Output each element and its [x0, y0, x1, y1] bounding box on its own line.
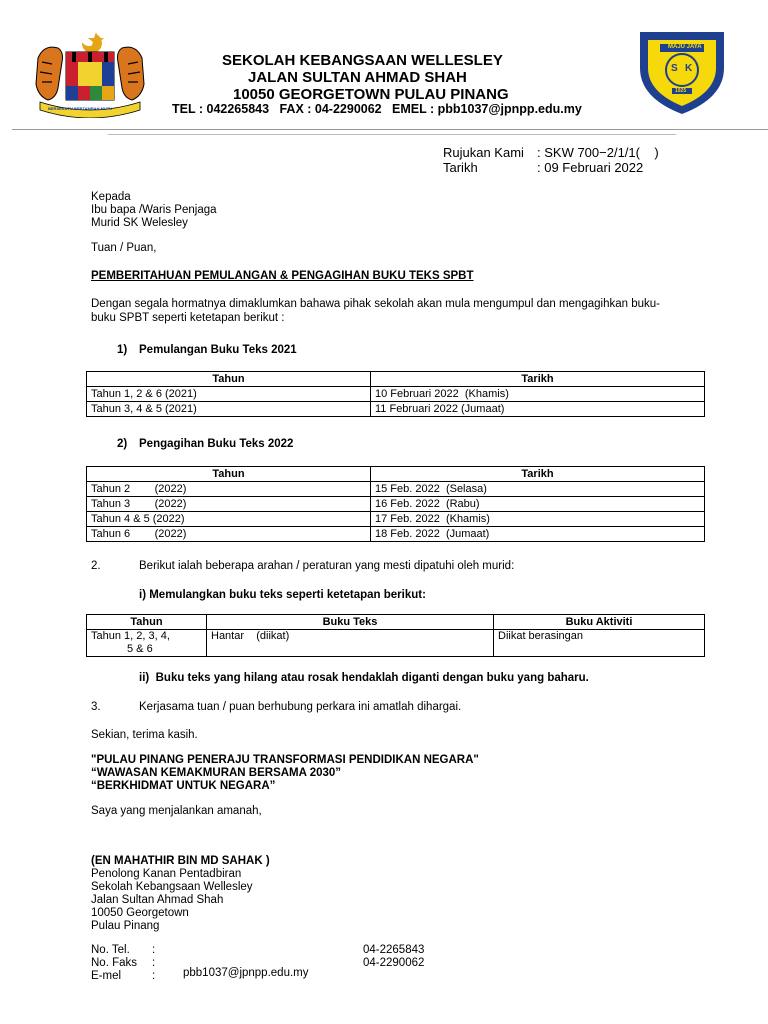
table-row	[87, 402, 705, 417]
salutation: Tuan / Puan,	[91, 242, 157, 254]
badge-year: 1925	[675, 88, 687, 94]
slogan-1: "PULAU PINANG PENERAJU TRANSFORMASI PENDIDIKAN NEGARA"	[91, 754, 479, 766]
recipient-line-1: Kepada	[91, 191, 131, 203]
table-cell: Diikat berasingan	[494, 630, 705, 657]
table-row	[87, 497, 705, 512]
amanah: Saya yang menjalankan amanah,	[91, 805, 262, 817]
table-row	[87, 630, 705, 657]
contact-fax-value: 04-2290062	[363, 957, 425, 969]
ref-label: Rujukan Kami	[443, 145, 524, 160]
table-cell: Tahun 1, 2 & 6 (2021)	[87, 387, 371, 402]
signatory-line-1: Penolong Kanan Pentadbiran	[91, 868, 242, 880]
intro-line-1: Dengan segala hormatnya dimaklumkan bahawa pihak sekolah akan mula mengumpul dan mengagihkan buku-	[91, 298, 660, 310]
recipient-line-3: Murid SK Welesley	[91, 217, 188, 229]
closing: Sekian, terima kasih.	[91, 729, 198, 741]
signatory-line-4: 10050 Georgetown	[91, 907, 189, 919]
contact-fax-sep: :	[152, 957, 156, 969]
table-row	[87, 512, 705, 527]
section-1-number: 1)	[117, 344, 128, 356]
table-cell: 16 Feb. 2022 (Rabu)	[371, 497, 705, 512]
table-cell: Tahun 2 (2022)	[87, 482, 371, 497]
table-cell: Tahun 4 & 5 (2022)	[87, 512, 371, 527]
col-tahun: Tahun	[87, 372, 371, 387]
rule-ii: ii) Buku teks yang hilang atau rosak hendaklah diganti dengan buku yang baharu.	[139, 672, 589, 684]
return-schedule-table	[86, 371, 705, 417]
tahun-line-1: Tahun 1, 2, 3, 4,	[91, 630, 170, 642]
tahun-line-2: 5 & 6	[127, 643, 153, 655]
table-cell: 15 Feb. 2022 (Selasa)	[371, 482, 705, 497]
section-2-number: 2)	[117, 438, 128, 450]
badge-initial-k: K	[685, 63, 693, 74]
table-cell: 11 Februari 2022 (Jumaat)	[371, 402, 705, 417]
school-badge-logo	[636, 28, 728, 116]
school-city: 10050 GEORGETOWN PULAU PINANG	[233, 86, 509, 103]
contact-tel-label: No. Tel.	[91, 944, 130, 956]
table-header-row	[87, 372, 705, 387]
contact-tel-sep: :	[152, 944, 156, 956]
para-3-text: Kerjasama tuan / puan berhubung perkara ini amatlah dihargai.	[139, 701, 462, 713]
table-cell: Tahun 6 (2022)	[87, 527, 371, 542]
slogan-3: “BERKHIDMAT UNTUK NEGARA”	[91, 780, 276, 792]
contact-fax-label: No. Faks	[91, 957, 138, 969]
badge-motto: MAJU JAYA	[668, 44, 702, 50]
col-buku-aktiviti: Buku Aktiviti	[494, 615, 705, 630]
table-cell: 17 Feb. 2022 (Khamis)	[371, 512, 705, 527]
coat-of-arms-logo	[30, 28, 150, 118]
school-street: JALAN SULTAN AHMAD SHAH	[248, 69, 467, 86]
table-cell: Hantar (diikat)	[207, 630, 494, 657]
col-tarikh: Tarikh	[371, 372, 705, 387]
col-buku-teks: Buku Teks	[207, 615, 494, 630]
slogan-2: “WAWASAN KEMAKMURAN BERSAMA 2030”	[91, 767, 342, 779]
para-2-text: Berikut ialah beberapa arahan / peraturan yang mesti dipatuhi oleh murid:	[139, 560, 515, 572]
col-tarikh: Tarikh	[371, 467, 705, 482]
table-row	[87, 482, 705, 497]
para-2-number: 2.	[91, 560, 101, 572]
table-cell: Tahun 3, 4 & 5 (2021)	[87, 402, 371, 417]
date-value: : 09 Februari 2022	[537, 160, 644, 175]
contact-email-label: E-mel	[91, 970, 122, 982]
table-cell: 18 Feb. 2022 (Jumaat)	[371, 527, 705, 542]
school-contact: TEL : 042265843 FAX : 04-2290062 EMEL : pbb1037@jpnpp.edu.my	[172, 102, 582, 116]
col-tahun: Tahun	[87, 615, 207, 630]
intro-line-2: buku SPBT seperti ketetapan berikut :	[91, 312, 285, 324]
section-2-title: Pengagihan Buku Teks 2022	[139, 438, 294, 450]
para-3-number: 3.	[91, 701, 101, 713]
ref-value: : SKW 700−2/1/1( )	[537, 145, 659, 160]
letter-subject: PEMBERITAHUAN PEMULANGAN & PENGAGIHAN BUKU TEKS SPBT	[91, 270, 474, 282]
table-cell: Tahun 3 (2022)	[87, 497, 371, 512]
rule-i: i) Memulangkan buku teks seperti ketetapan berikut:	[139, 589, 426, 601]
col-tahun: Tahun	[87, 467, 371, 482]
school-name: SEKOLAH KEBANGSAAN WELLESLEY	[222, 52, 503, 69]
contact-email-value: pbb1037@jpnpp.edu.my	[183, 967, 309, 979]
table-header-row	[87, 467, 705, 482]
table-cell-tahun	[87, 630, 207, 657]
distribution-schedule-table	[86, 466, 705, 542]
table-row	[87, 527, 705, 542]
table-header-row	[87, 615, 705, 630]
header-divider	[12, 129, 768, 130]
header-divider-thin	[108, 134, 676, 135]
signatory-line-3: Jalan Sultan Ahmad Shah	[91, 894, 224, 906]
coat-of-arms-scroll-text: BERSEKUTU BERTAMBAH MUTU	[48, 106, 113, 111]
table-cell: 10 Februari 2022 (Khamis)	[371, 387, 705, 402]
recipient-line-2: Ibu bapa /Waris Penjaga	[91, 204, 217, 216]
signatory-name: (EN MAHATHIR BIN MD SAHAK )	[91, 855, 270, 867]
contact-tel-value: 04-2265843	[363, 944, 425, 956]
table-row	[87, 387, 705, 402]
signatory-line-5: Pulau Pinang	[91, 920, 160, 932]
contact-email-sep: :	[152, 970, 156, 982]
date-label: Tarikh	[443, 160, 478, 175]
section-1-title: Pemulangan Buku Teks 2021	[139, 344, 297, 356]
signatory-line-2: Sekolah Kebangsaan Wellesley	[91, 881, 253, 893]
return-rules-table	[86, 614, 705, 657]
badge-initial-s: S	[671, 63, 678, 74]
